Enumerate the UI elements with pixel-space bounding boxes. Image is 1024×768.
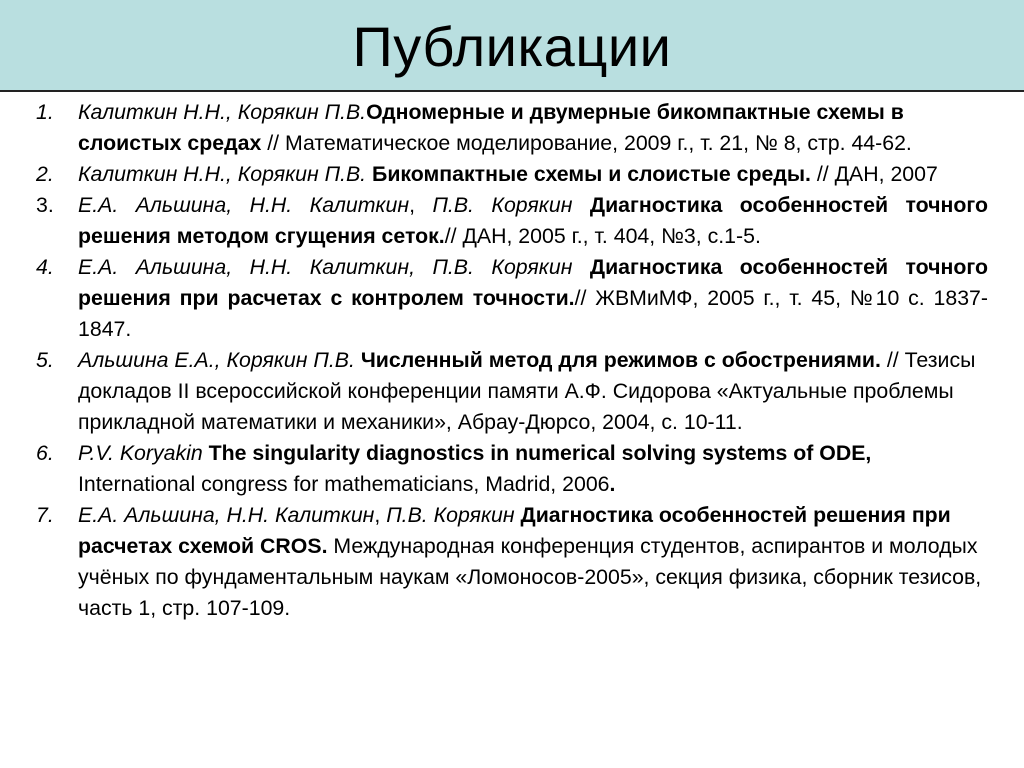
publication-title: Одномерные и двумерные бикомпактные схемы в слоистых средах [78, 100, 904, 155]
publication-authors: P.V. Koryakin [78, 441, 209, 465]
publication-trailing-period: . [609, 472, 616, 496]
publication-number: 2. [36, 162, 54, 186]
publication-authors: Е.А. Альшина, Н.Н. Калиткин [78, 503, 375, 527]
publication-item [36, 438, 988, 500]
publication-item [36, 97, 988, 159]
publication-authors: Альшина Е.А., Корякин П.В. [78, 348, 361, 372]
publication-number: 7. [36, 503, 54, 527]
publication-title: Диагностика особенностей решения при расчетах схемой CROS. [78, 503, 951, 558]
publication-authors-2: П.В. Корякин [432, 193, 590, 217]
publication-source: International congress for mathematicians, Madrid, 2006 [78, 472, 610, 496]
publication-authors-2: П.В. Корякин [386, 503, 521, 527]
publication-item [36, 345, 988, 438]
publication-title: Диагностика особенностей точного решения при расчетах с контролем точности. [78, 255, 988, 310]
publication-authors: Калиткин Н.Н., Корякин П.В. [78, 100, 367, 124]
publication-number: 3. [36, 193, 54, 217]
publication-list [36, 97, 988, 624]
publication-number: 1. [36, 100, 54, 124]
title-bar [0, 0, 1024, 92]
publication-number: 6. [36, 441, 54, 465]
publication-source: Международная конференция студентов, аспирантов и молодых учёных по фундаментальным наукам «Ломоносов-2005», секция физика, сборник тезисов, часть 1, стр. 107-109. [78, 534, 982, 620]
publication-number: 4. [36, 255, 54, 279]
publication-source: // ДАН, 2005 г., т. 404, №3, с.1-5. [444, 224, 761, 248]
publication-source: // ЖВМиМФ, 2005 г., т. 45, №10 с. 1837-1847. [78, 286, 988, 341]
page-title: Публикации [352, 14, 672, 78]
publication-title: Диагностика особенностей точного решения методом сгущения сеток. [78, 193, 988, 248]
publication-authors: Е.А. Альшина, Н.Н. Калиткин, П.В. Корякин [78, 255, 590, 279]
publication-number: 5. [36, 348, 54, 372]
publication-item [36, 500, 988, 624]
publication-item [36, 159, 988, 190]
publication-item [36, 190, 988, 252]
publication-title: Численный метод для режимов с обострениями. [360, 348, 881, 372]
authors-separator: , [409, 193, 433, 217]
publication-source: // ДАН, 2007 [810, 162, 938, 186]
publication-source: // Тезисы докладов II всероссийской конференции памяти А.Ф. Сидорова «Актуальные проблемы прикладной математики и механики», Абрау-Дюрсо, 2004, с. 10-11. [78, 348, 976, 434]
publication-source: // Математическое моделирование, 2009 г., т. 21, № 8, стр. 44-62. [261, 131, 912, 155]
publication-title: Бикомпактные схемы и слоистые среды. [372, 162, 811, 186]
authors-separator: , [374, 503, 387, 527]
publication-item [36, 252, 988, 345]
publication-authors: Калиткин Н.Н., Корякин П.В. [78, 162, 373, 186]
publication-authors: Е.А. Альшина, Н.Н. Калиткин [78, 193, 410, 217]
publication-title: The singularity diagnostics in numerical solving systems of ODE, [208, 441, 872, 465]
